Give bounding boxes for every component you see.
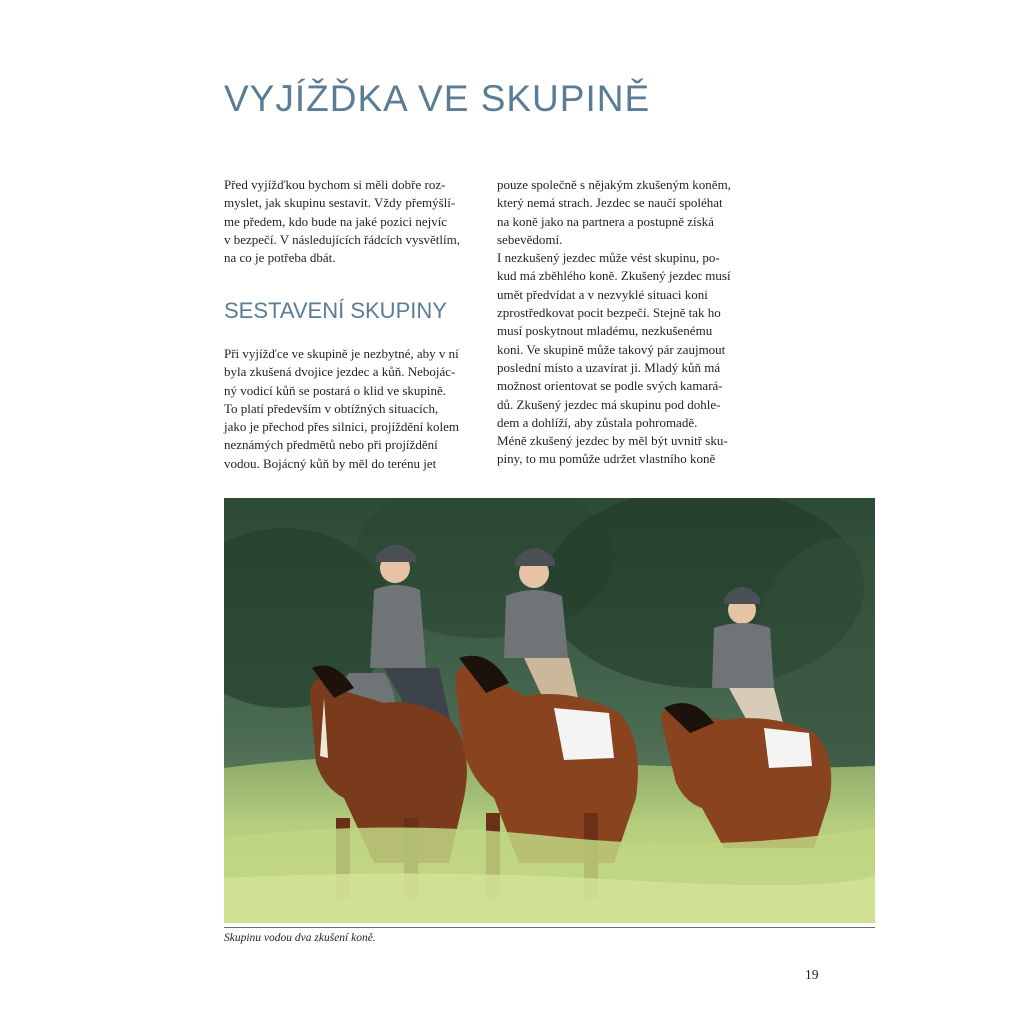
text-line: Při vyjížďce ve skupině je nezbytné, aby v ní: [224, 346, 459, 361]
text-line: I nezkušený jezdec může vést skupinu, po-: [497, 250, 720, 266]
text-line: dů. Zkušený jezdec má skupinu pod dohle-: [497, 396, 721, 412]
text-line: neznámých předmětů nebo při projíždění: [224, 437, 438, 453]
section-paragraph: [224, 345, 459, 473]
text-line: umět předvídat a v nezvyklé situaci koni: [497, 286, 708, 302]
text-line: kud má zběhlého koně. Zkušený jezdec musí: [497, 268, 731, 284]
text-line: na koně jako na partnera a postupně získá: [497, 213, 714, 229]
text-line: jako je přechod přes silnici, projíždění kolem: [224, 419, 460, 435]
text-line: Před vyjížďkou bychom si měli dobře roz-: [224, 177, 446, 192]
text-line: byla zkušená dvojice jezdec a kůň. Nebojác-: [224, 364, 456, 380]
text-line: v bezpečí. V následujících řádcích vysvětlím,: [224, 231, 460, 247]
intro-paragraph: [224, 176, 460, 267]
section-heading: SESTAVENÍ SKUPINY: [224, 298, 447, 323]
text-line: který nemá strach. Jezdec se naučí spoléhat: [497, 195, 723, 211]
text-line: pouze společně s nějakým zkušeným koněm,: [497, 177, 731, 192]
text-line: dem a dohlíží, aby zůstala pohromadě.: [497, 414, 698, 430]
caption-divider: [224, 927, 875, 928]
text-line: me předem, kdo bude na jaké pozici nejvíc: [224, 213, 448, 229]
text-line: poslední místo a uzavírat ji. Mladý kůň má: [497, 359, 721, 375]
text-line: myslet, jak skupinu sestavit. Vždy přemýšlí-: [224, 195, 456, 211]
page-number: 19: [805, 967, 819, 982]
text-line: zprostředkovat pocit bezpečí. Stejně tak ho: [497, 305, 721, 321]
text-line: sebevědomí.: [497, 231, 563, 247]
text-line: To platí především v obtížných situacích,: [224, 400, 439, 416]
text-line: musí poskytnout mladému, nezkušenému: [497, 323, 713, 339]
right-column-text: [497, 176, 731, 469]
text-line: vodou. Bojácný kůň by měl do terénu jet: [224, 455, 437, 471]
photo-caption: Skupinu vodou dva zkušení koně.: [224, 932, 376, 944]
text-line: možnost orientovat se podle svých kamará-: [497, 378, 723, 394]
text-line: koni. Ve skupině může takový pár zaujmout: [497, 341, 726, 357]
text-line: ný vodicí kůň se postará o klid ve skupině.: [224, 382, 447, 398]
page-title: VYJÍŽĎKA VE SKUPINĚ: [224, 78, 651, 119]
text-line: Méně zkušený jezdec by měl být uvnitř sku-: [497, 433, 728, 449]
text-line: piny, to mu pomůže udržet vlastního koně: [497, 451, 716, 467]
riders-photo: [224, 498, 875, 923]
text-line: na co je potřeba dbát.: [224, 250, 336, 266]
